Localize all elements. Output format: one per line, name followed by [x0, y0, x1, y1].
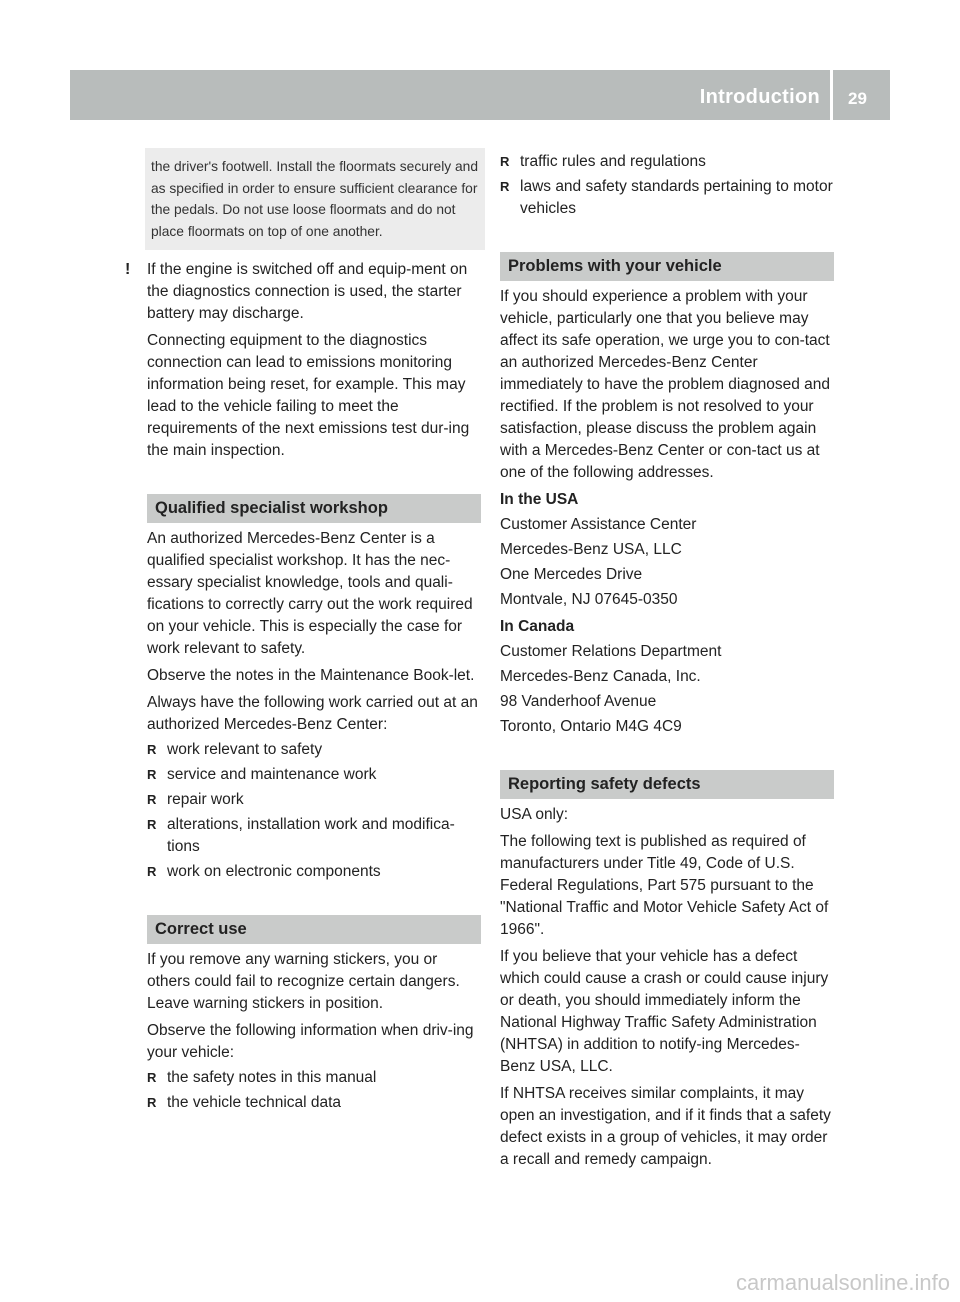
correct-use-paragraph-1: If you remove any warning stickers, you or others could fail to recognize certain dangers. Leave warning stickers in position. [147, 951, 460, 1012]
list-item: R service and maintenance work [147, 764, 481, 786]
warning-text: If the engine is switched off and equip-ment on the diagnostics connection is used, the starter battery may discharge. [147, 261, 468, 322]
bullet-icon: R [147, 767, 157, 782]
warning-note [122, 259, 481, 325]
reporting-paragraph-2: The following text is published as required of manufacturers under Title 49, Code of U.S. Federal Regulations, Part 575 pursuant to the "National Traffic and Motor Vehicle Safety Act of 1966". [500, 833, 829, 938]
watermark: carmanualsonline.info [735, 1270, 950, 1295]
warning-icon: ! [125, 261, 131, 278]
list-item: R work on electronic components [147, 861, 481, 883]
right-column [500, 148, 834, 1171]
heading-correct-use: Correct use [147, 915, 481, 944]
address-line: Customer Relations Department [500, 643, 722, 660]
heading-reporting-defects: Reporting safety defects [500, 770, 834, 799]
bullet-icon: R [500, 154, 510, 169]
address-line: One Mercedes Drive [500, 566, 643, 583]
reporting-paragraph-3: If you believe that your vehicle has a defect which could cause a crash or could cause injury or death, you should immediately inform the National Highway Traffic Safety Administration (NHTSA) in addition to notify-ing Mercedes-Benz USA, LLC. [500, 948, 829, 1075]
qualified-paragraph-3: Always have the following work carried out at an authorized Mercedes-Benz Center: [147, 694, 478, 733]
bullet-icon: R [147, 864, 157, 879]
address-line: 98 Vanderhoof Avenue [500, 693, 657, 710]
list-item: R the vehicle technical data [147, 1092, 481, 1114]
list-item: R the safety notes in this manual [147, 1067, 481, 1089]
qualified-paragraph-1: An authorized Mercedes-Benz Center is a qualified specialist workshop. It has the nec-essary specialist knowledge, tools and quali-fications to correctly carry out the work required on your vehicle. This is especially the case for work relevant to safety. [147, 530, 473, 657]
qualified-paragraph-2: Observe the notes in the Maintenance Book-let. [147, 667, 475, 684]
header-divider [830, 70, 833, 120]
address-line: Mercedes-Benz Canada, Inc. [500, 668, 701, 685]
correct-use-paragraph-2: Observe the following information when driv-ing your vehicle: [147, 1022, 474, 1061]
bullet-icon: R [147, 1070, 157, 1085]
floormat-note: the driver's footwell. Install the floormats securely and as specified in order to ensure sufficient clearance for the pedals. Do not use loose floormats and do not place floormats on top of one another. [145, 148, 485, 250]
address-line: Customer Assistance Center [500, 516, 697, 533]
section-title: Introduction [699, 86, 820, 108]
heading-qualified-workshop: Qualified specialist workshop [147, 494, 481, 523]
list-item: R traffic rules and regulations [500, 151, 834, 173]
bullet-icon: R [147, 742, 157, 757]
list-item: R work relevant to safety [147, 739, 481, 761]
address-line: Mercedes-Benz USA, LLC [500, 541, 682, 558]
bullet-icon: R [147, 792, 157, 807]
address-line: Toronto, Ontario M4G 4C9 [500, 718, 682, 735]
diagnostics-paragraph: Connecting equipment to the diagnostics connection can lead to emissions monitoring information being reset, for example. This may lead to the vehicle failing to meet the requirements of the next emissions test dur-ing the main inspection. [147, 332, 470, 459]
list-item: R alterations, installation work and modifica-tions [147, 816, 455, 855]
canada-label: In Canada [500, 618, 575, 635]
list-item: R repair work [147, 789, 481, 811]
page-number: 29 [848, 89, 867, 108]
heading-problems: Problems with your vehicle [500, 252, 834, 281]
reporting-paragraph-1: USA only: [500, 806, 569, 823]
bullet-icon: R [147, 817, 157, 832]
left-column [125, 148, 481, 1114]
list-item: R laws and safety standards pertaining to motor vehicles [500, 178, 833, 217]
usa-label: In the USA [500, 491, 579, 508]
bullet-icon: R [500, 179, 510, 194]
reporting-paragraph-4: If NHTSA receives similar complaints, it may open an investigation, and if it finds that a safety defect exists in a group of vehicles, it may order a recall and remedy campaign. [500, 1085, 831, 1168]
address-line: Montvale, NJ 07645-0350 [500, 591, 678, 608]
bullet-icon: R [147, 1095, 157, 1110]
problems-paragraph: If you should experience a problem with your vehicle, particularly one that you believe may affect its safe operation, we urge you to con-tact an authorized Mercedes-Benz Center immediately to have the problem diagnosed and rectified. If the problem is not resolved to your satisfaction, please discuss the problem again with a Mercedes-Benz Center or con-tact us at one of the following addresses. [500, 288, 831, 481]
